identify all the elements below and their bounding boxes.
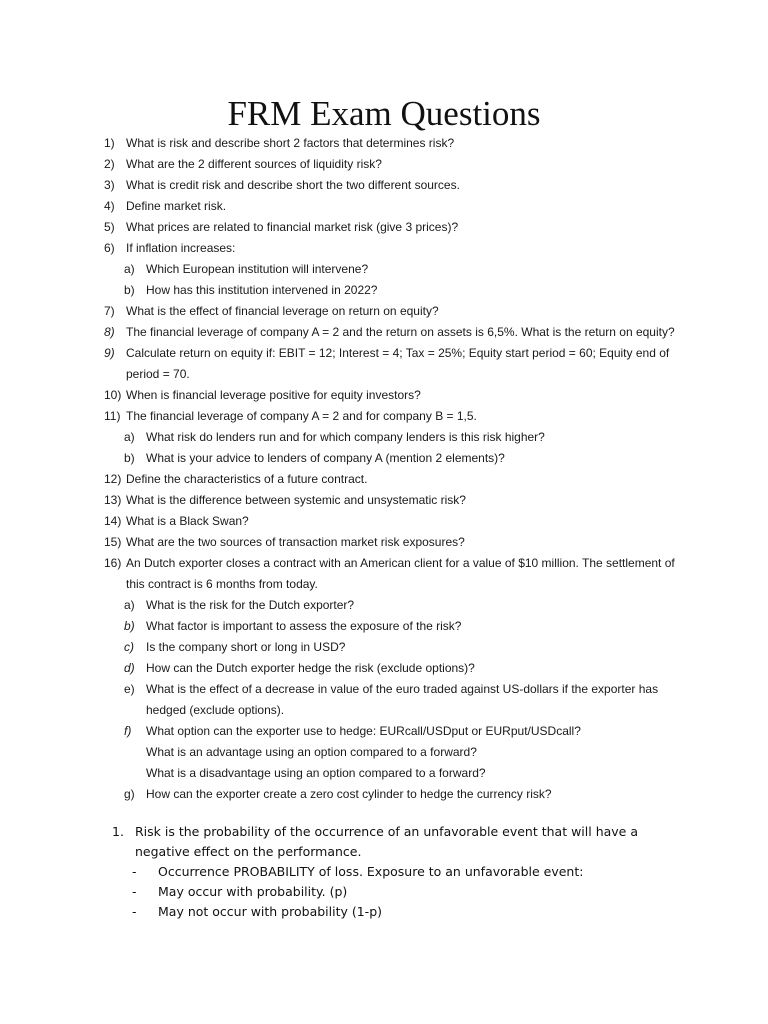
sub-question-letter: b) bbox=[124, 283, 135, 297]
sub-question-item bbox=[104, 280, 704, 301]
question-number: 13) bbox=[104, 493, 122, 507]
question-text: If inflation increases: bbox=[126, 241, 236, 255]
question-item bbox=[104, 490, 704, 511]
question-item bbox=[104, 406, 704, 427]
sub-question-text: What risk do lenders run and for which company lenders is this risk higher? bbox=[146, 430, 545, 444]
question-item bbox=[104, 133, 704, 154]
answer-bullet bbox=[112, 862, 672, 882]
sub-question-text: Is the company short or long in USD? bbox=[146, 640, 346, 654]
question-item bbox=[104, 322, 704, 343]
answer-text: negative effect on the performance. bbox=[135, 844, 362, 859]
sub-question-letter: d) bbox=[124, 661, 135, 675]
bullet-dash: - bbox=[132, 864, 137, 879]
question-text: When is financial leverage positive for equity investors? bbox=[126, 388, 421, 402]
sub-question-text: What factor is important to assess the exposure of the risk? bbox=[146, 619, 462, 633]
question-number: 4) bbox=[104, 199, 115, 213]
question-list bbox=[104, 133, 704, 805]
question-continuation bbox=[104, 574, 704, 595]
answer-section bbox=[112, 822, 672, 922]
sub-question-item bbox=[104, 427, 704, 448]
question-number: 5) bbox=[104, 220, 115, 234]
question-number: 2) bbox=[104, 157, 115, 171]
sub-question-letter: e) bbox=[124, 682, 135, 696]
sub-question-text: What is a disadvantage using an option compared to a forward? bbox=[146, 766, 486, 780]
question-text: The financial leverage of company A = 2 and the return on assets is 6,5%. What is the return on equity? bbox=[126, 325, 675, 339]
answer-item bbox=[112, 822, 672, 842]
question-item bbox=[104, 238, 704, 259]
question-item bbox=[104, 385, 704, 406]
question-number: 15) bbox=[104, 535, 122, 549]
question-item bbox=[104, 511, 704, 532]
question-text: What is credit risk and describe short the two different sources. bbox=[126, 178, 460, 192]
question-number: 1) bbox=[104, 136, 115, 150]
sub-question-item bbox=[104, 259, 704, 280]
sub-question-text: What is the effect of a decrease in value of the euro traded against US-dollars if the exporter has bbox=[146, 682, 659, 696]
sub-question-text: Which European institution will intervene? bbox=[146, 262, 369, 276]
sub-question-item bbox=[104, 448, 704, 469]
question-text: What are the 2 different sources of liquidity risk? bbox=[126, 157, 382, 171]
question-text: period = 70. bbox=[126, 367, 190, 381]
sub-question-text: hedged (exclude options). bbox=[146, 703, 285, 717]
sub-question-item bbox=[104, 679, 704, 700]
page-title: FRM Exam Questions bbox=[227, 94, 541, 133]
question-text: Calculate return on equity if: EBIT = 12; Interest = 4; Tax = 25%; Equity start period = 60; Equity end of bbox=[126, 346, 670, 360]
question-text: What is a Black Swan? bbox=[126, 514, 249, 528]
answer-bullet bbox=[112, 902, 672, 922]
question-text: What are the two sources of transaction market risk exposures? bbox=[126, 535, 465, 549]
sub-question-text: What is an advantage using an option compared to a forward? bbox=[146, 745, 477, 759]
question-item bbox=[104, 217, 704, 238]
question-number: 12) bbox=[104, 472, 122, 486]
question-item bbox=[104, 196, 704, 217]
sub-question-text: How can the exporter create a zero cost cylinder to hedge the currency risk? bbox=[146, 787, 552, 801]
sub-question-text: How has this institution intervened in 2022? bbox=[146, 283, 378, 297]
sub-question-item bbox=[104, 784, 704, 805]
answer-continuation bbox=[112, 842, 672, 862]
question-number: 8) bbox=[104, 325, 115, 339]
question-number: 14) bbox=[104, 514, 122, 528]
bullet-text: May not occur with probability (1-p) bbox=[158, 904, 382, 919]
answer-bullet bbox=[112, 882, 672, 902]
answer-text: Risk is the probability of the occurrence of an unfavorable event that will have a bbox=[135, 824, 639, 839]
answer-number: 1. bbox=[112, 824, 124, 839]
question-text: What prices are related to financial market risk (give 3 prices)? bbox=[126, 220, 459, 234]
sub-question-item bbox=[104, 616, 704, 637]
bullet-text: Occurrence PROBABILITY of loss. Exposure to an unfavorable event: bbox=[158, 864, 584, 879]
sub-question-letter: b) bbox=[124, 619, 135, 633]
question-number: 3) bbox=[104, 178, 115, 192]
question-item bbox=[104, 175, 704, 196]
sub-question-letter: f) bbox=[124, 724, 132, 738]
sub-question-text: What option can the exporter use to hedge: EURcall/USDput or EURput/USDcall? bbox=[146, 724, 581, 738]
bullet-dash: - bbox=[132, 904, 137, 919]
sub-question-continuation bbox=[104, 742, 704, 763]
question-item bbox=[104, 469, 704, 490]
question-item bbox=[104, 301, 704, 322]
sub-question-text: What is the risk for the Dutch exporter? bbox=[146, 598, 355, 612]
question-text: An Dutch exporter closes a contract with an American client for a value of $10 million. The settlement of bbox=[126, 556, 675, 570]
question-number: 9) bbox=[104, 346, 115, 360]
sub-question-letter: a) bbox=[124, 262, 135, 276]
question-text: this contract is 6 months from today. bbox=[126, 577, 318, 591]
sub-question-item bbox=[104, 595, 704, 616]
question-continuation bbox=[104, 364, 704, 385]
question-number: 10) bbox=[104, 388, 122, 402]
bullet-dash: - bbox=[132, 884, 137, 899]
bullet-text: May occur with probability. (p) bbox=[158, 884, 348, 899]
question-number: 6) bbox=[104, 241, 115, 255]
sub-question-item bbox=[104, 721, 704, 742]
sub-question-letter: b) bbox=[124, 451, 135, 465]
sub-question-letter: g) bbox=[124, 787, 135, 801]
sub-question-text: How can the Dutch exporter hedge the risk (exclude options)? bbox=[146, 661, 475, 675]
question-number: 16) bbox=[104, 556, 122, 570]
question-number: 11) bbox=[104, 409, 121, 423]
question-item bbox=[104, 154, 704, 175]
question-item bbox=[104, 532, 704, 553]
sub-question-item bbox=[104, 637, 704, 658]
question-item bbox=[104, 553, 704, 574]
question-text: Define market risk. bbox=[126, 199, 227, 213]
question-item bbox=[104, 343, 704, 364]
question-text: The financial leverage of company A = 2 and for company B = 1,5. bbox=[126, 409, 477, 423]
question-text: What is the effect of financial leverage on return on equity? bbox=[126, 304, 439, 318]
sub-question-continuation bbox=[104, 763, 704, 784]
sub-question-letter: c) bbox=[124, 640, 134, 654]
question-text: What is risk and describe short 2 factors that determines risk? bbox=[126, 136, 455, 150]
question-number: 7) bbox=[104, 304, 115, 318]
sub-question-continuation bbox=[104, 700, 704, 721]
sub-question-letter: a) bbox=[124, 598, 135, 612]
question-text: What is the difference between systemic and unsystematic risk? bbox=[126, 493, 466, 507]
sub-question-letter: a) bbox=[124, 430, 135, 444]
sub-question-item bbox=[104, 658, 704, 679]
question-text: Define the characteristics of a future contract. bbox=[126, 472, 368, 486]
sub-question-text: What is your advice to lenders of company A (mention 2 elements)? bbox=[146, 451, 505, 465]
